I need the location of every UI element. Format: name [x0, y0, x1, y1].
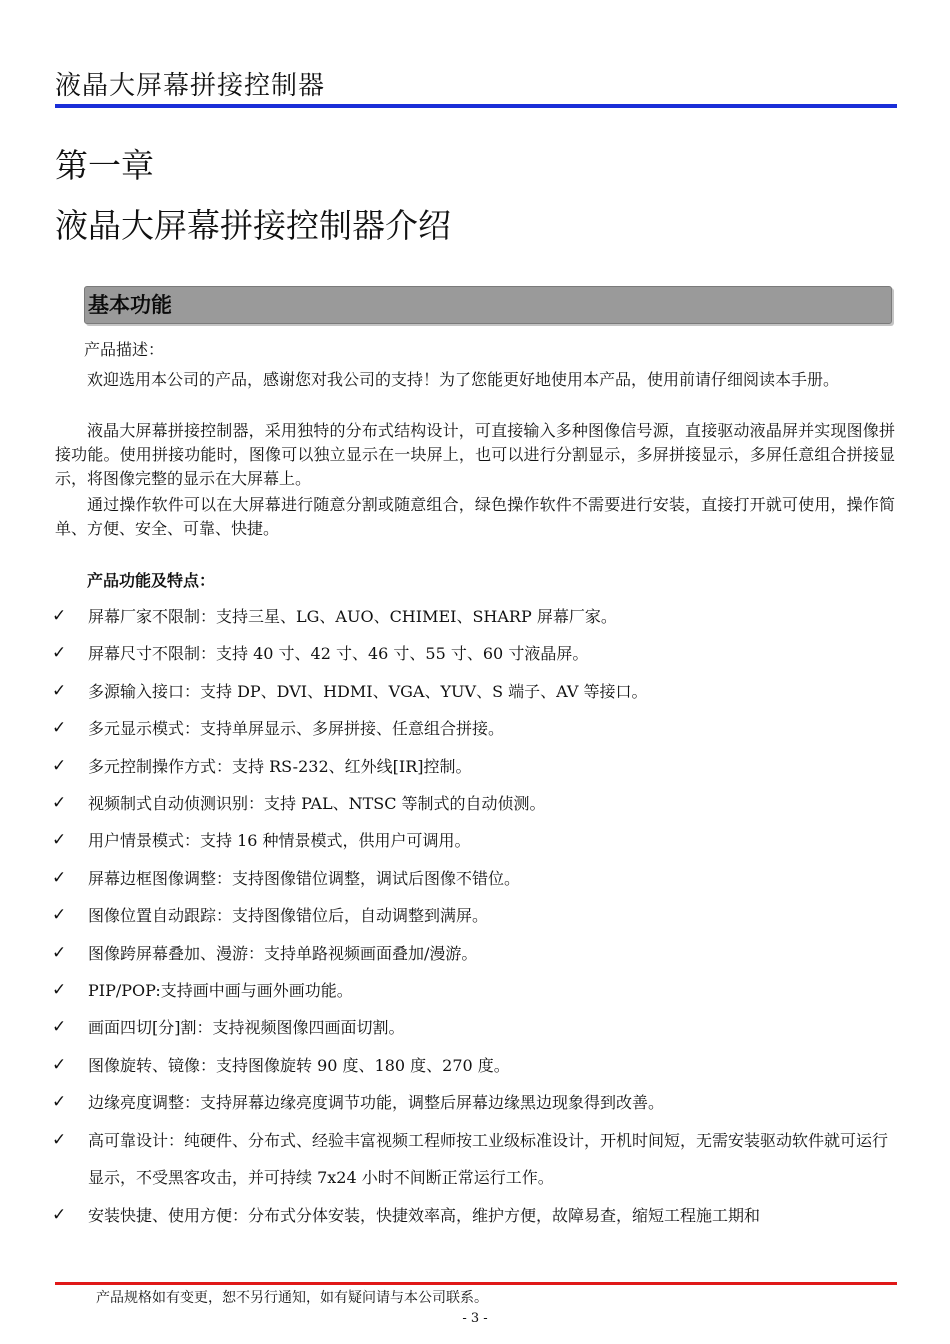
check-icon: ✓	[52, 680, 67, 701]
description-paragraph: 液晶大屏幕拼接控制器，采用独特的分布式结构设计，可直接输入多种图像信号源，直接驱动液晶屏并实现图像拼接功能。使用拼接功能时，图像可以独立显示在一块屏上，也可以进行分割显示，多屏拼接显示，多屏任意组合拼接显示，将图像完整的显示在大屏幕上。	[55, 421, 895, 488]
footer-note: 产品规格如有变更，恕不另行通知，如有疑问请与本公司联系。	[96, 1290, 488, 1306]
feature-item	[52, 748, 897, 785]
feature-text: 屏幕边框图像调整：支持图像错位调整，调试后图像不错位。	[88, 868, 521, 888]
page-number: - 3 -	[462, 1311, 488, 1326]
check-icon: ✓	[52, 867, 67, 888]
feature-item	[52, 860, 897, 897]
check-icon: ✓	[52, 1129, 67, 1150]
features-title: 产品功能及特点：	[87, 571, 216, 590]
feature-item	[52, 935, 897, 972]
check-icon: ✓	[52, 980, 67, 1001]
feature-text: PIP/POP:支持画中画与画外画功能。	[88, 981, 353, 1001]
check-icon: ✓	[52, 793, 67, 814]
feature-text: 图像位置自动跟踪：支持图像错位后，自动调整到满屏。	[88, 906, 489, 926]
feature-item	[52, 897, 897, 934]
feature-text: 高可靠设计：纯硬件、分布式、经验丰富视频工程师按工业级标准设计，开机时间短，无需安装驱动软件就可运行显示，不受黑客攻击，并可持续 7x24 小时不间断正常运行工作。	[88, 1130, 889, 1188]
features-list	[52, 598, 897, 1234]
feature-text: 用户情景模式：支持 16 种情景模式，供用户可调用。	[88, 831, 471, 851]
feature-text: 多元显示模式：支持单屏显示、多屏拼接、任意组合拼接。	[88, 719, 505, 739]
feature-item	[52, 1122, 897, 1197]
feature-text: 多源输入接口：支持 DP、DVI、HDMI、VGA、YUV、S 端子、AV 等接口。	[88, 681, 648, 701]
feature-item	[52, 1197, 897, 1234]
check-icon: ✓	[52, 1092, 67, 1113]
feature-item	[52, 1084, 897, 1121]
description-paragraph: 欢迎选用本公司的产品，感谢您对我公司的支持！为了您能更好地使用本产品，使用前请仔细阅读本手册。	[87, 370, 840, 389]
feature-text: 屏幕尺寸不限制：支持 40 寸、42 寸、46 寸、55 寸、60 寸液晶屏。	[88, 644, 589, 664]
check-icon: ✓	[52, 1204, 67, 1225]
check-icon: ✓	[52, 905, 67, 926]
feature-text: 图像旋转、镜像：支持图像旋转 90 度、180 度、270 度。	[88, 1055, 510, 1075]
check-icon: ✓	[52, 1054, 67, 1075]
description-label: 产品描述：	[84, 340, 165, 359]
page-header-title: 液晶大屏幕拼接控制器	[55, 71, 326, 101]
check-icon: ✓	[52, 718, 67, 739]
feature-item	[52, 972, 897, 1009]
feature-item	[52, 635, 897, 672]
check-icon: ✓	[52, 942, 67, 963]
feature-text: 安装快捷、使用方便：分布式分体安装，快捷效率高，维护方便，故障易查，缩短工程施工期和	[88, 1205, 761, 1225]
check-icon: ✓	[52, 755, 67, 776]
feature-item	[52, 1009, 897, 1046]
feature-text: 图像跨屏幕叠加、漫游：支持单路视频画面叠加/漫游。	[88, 943, 478, 963]
feature-item	[52, 710, 897, 747]
check-icon: ✓	[52, 643, 67, 664]
header-rule	[55, 104, 897, 108]
feature-text: 屏幕厂家不限制：支持三星、LG、AUO、CHIMEI、SHARP 屏幕厂家。	[88, 607, 617, 626]
feature-item	[52, 673, 897, 710]
check-icon: ✓	[52, 830, 67, 851]
chapter-number: 第一章	[55, 146, 154, 185]
feature-item	[52, 822, 897, 859]
feature-text: 多元控制操作方式：支持 RS-232、红外线[IR]控制。	[88, 756, 472, 776]
section-title: 基本功能	[88, 293, 172, 317]
check-icon: ✓	[52, 1017, 67, 1038]
feature-text: 边缘亮度调整：支持屏幕边缘亮度调节功能，调整后屏幕边缘黑边现象得到改善。	[88, 1093, 665, 1113]
section-heading-bar	[84, 286, 892, 324]
footer-rule	[55, 1282, 897, 1285]
chapter-title: 液晶大屏幕拼接控制器介绍	[55, 206, 451, 245]
feature-item	[52, 1047, 897, 1084]
description-paragraph: 通过操作软件可以在大屏幕进行随意分割或随意组合，绿色操作软件不需要进行安装，直接打开就可使用，操作简单、方便、安全、可靠、快捷。	[55, 495, 895, 538]
feature-text: 视频制式自动侦测识别：支持 PAL、NTSC 等制式的自动侦测。	[88, 794, 546, 814]
feature-item	[52, 598, 897, 635]
feature-item	[52, 785, 897, 822]
feature-text: 画面四切[分]割：支持视频图像四画面切割。	[88, 1018, 405, 1038]
check-icon: ✓	[52, 606, 67, 626]
